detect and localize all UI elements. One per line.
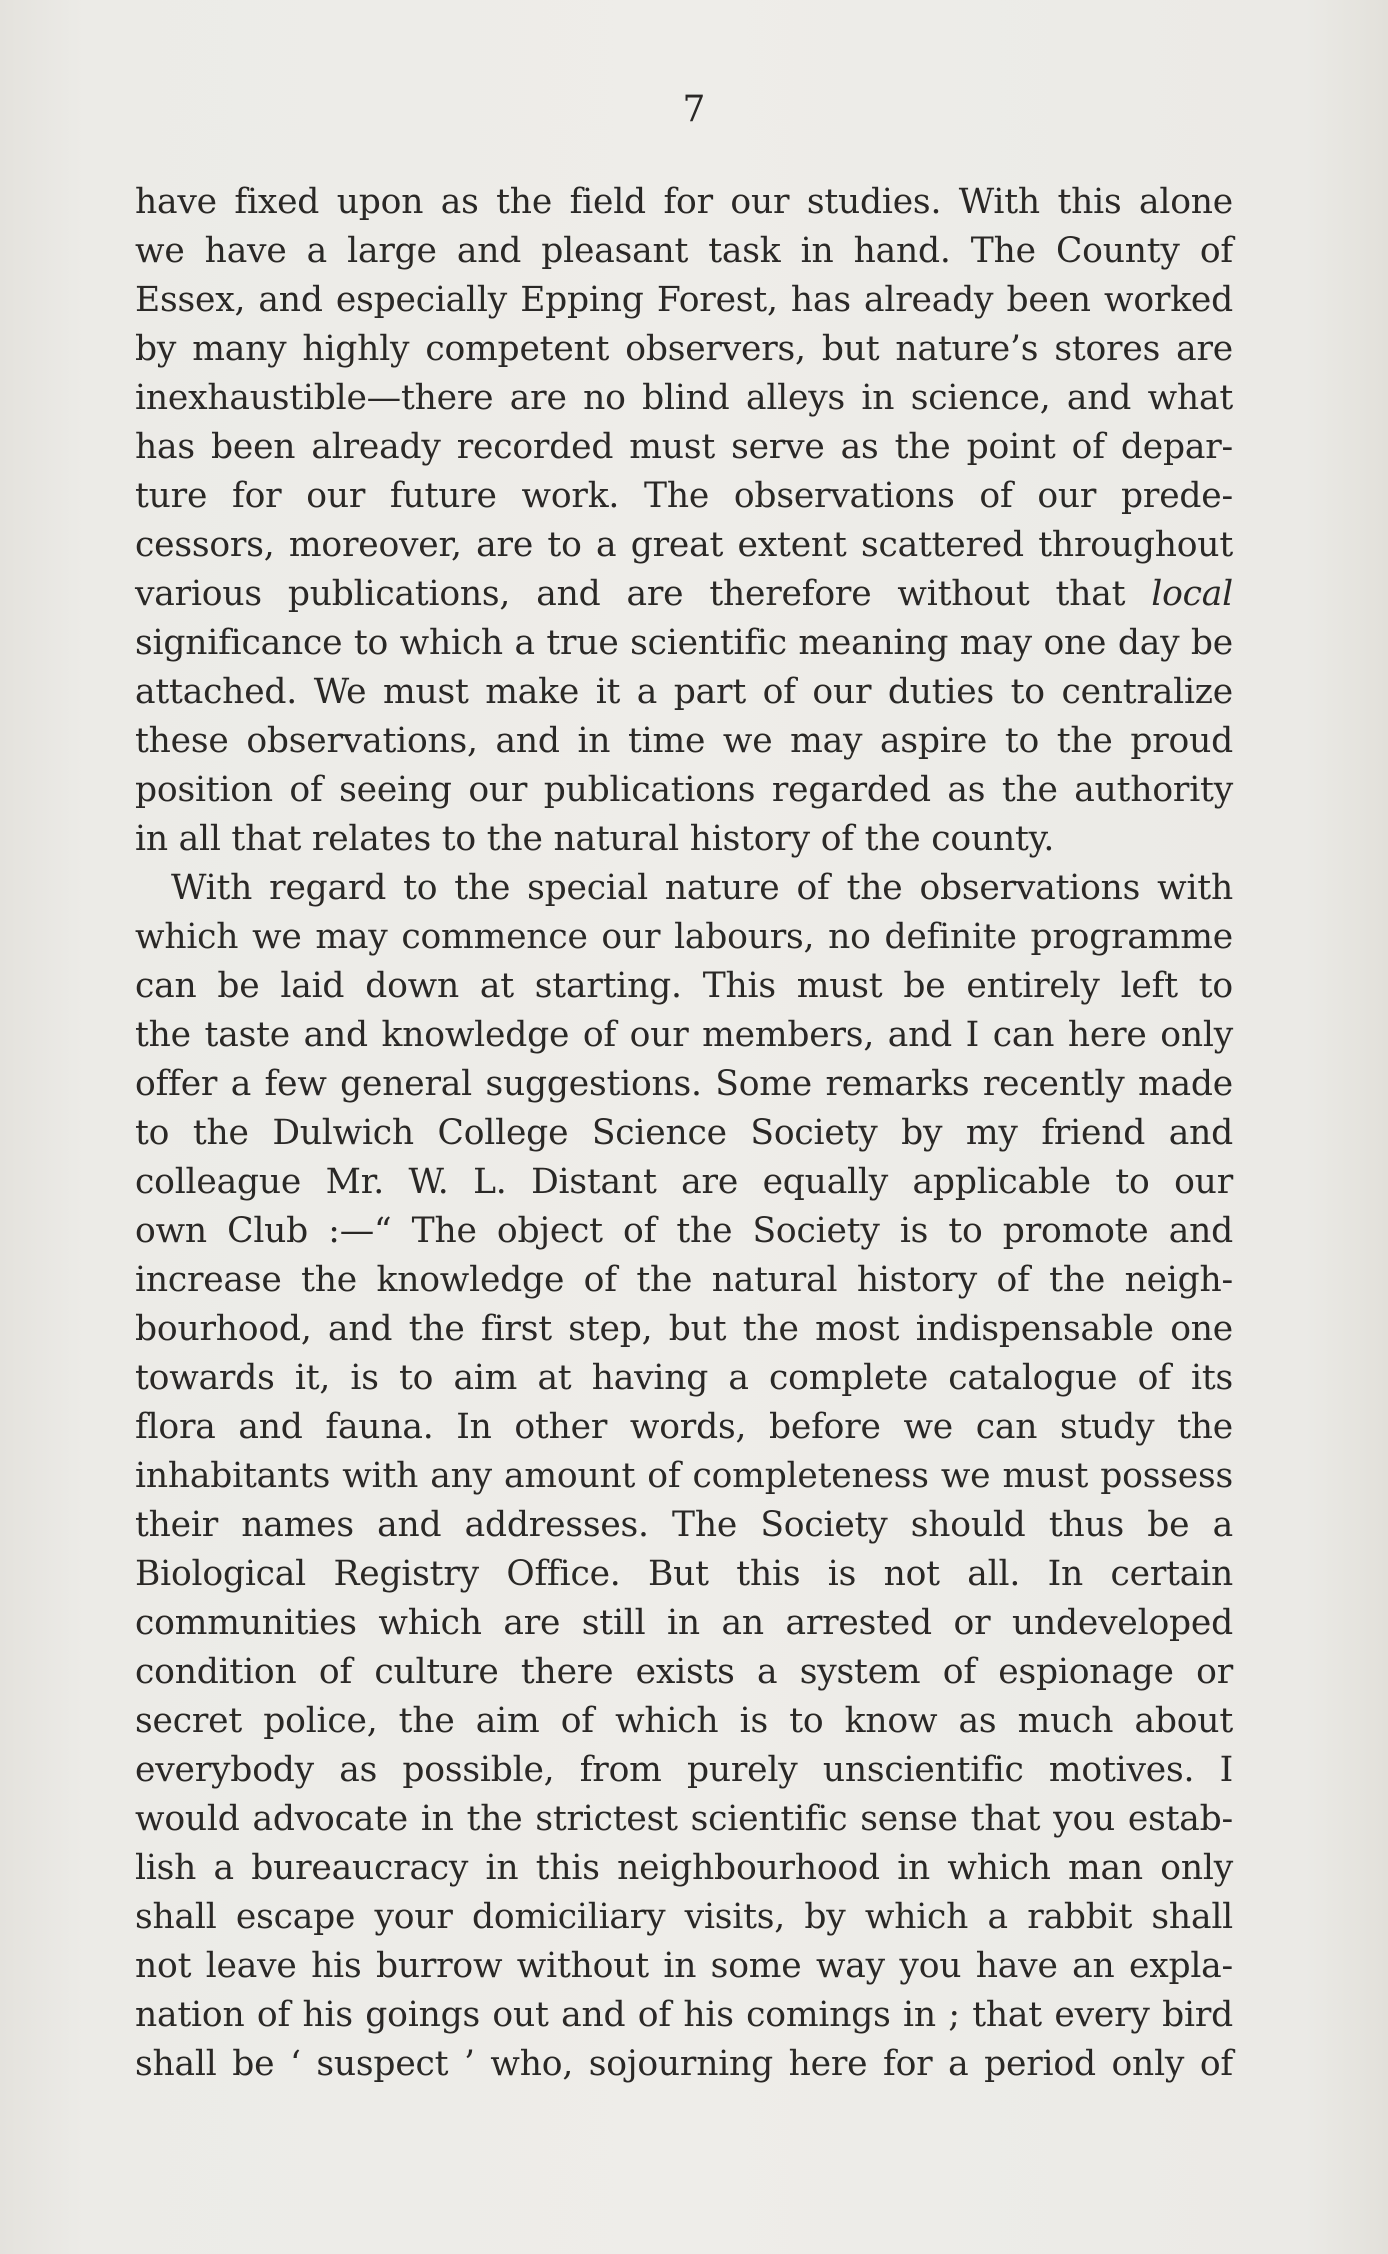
text-line-content: cessors, moreover, are to a great extent scattered throughout: [135, 525, 1233, 565]
italic-word: local: [1151, 574, 1233, 614]
text-line-content: position of seeing our publications regarded as the authority: [135, 770, 1233, 810]
text-line-content: nation of his goings out and of his comings in ; that every bird: [135, 1995, 1233, 2035]
text-line: [135, 178, 1233, 227]
text-line-content: shall escape your domiciliary visits, by which a rabbit shall: [135, 1897, 1233, 1937]
text-line: [135, 521, 1233, 570]
text-line-content: increase the knowledge of the natural history of the neigh-: [135, 1260, 1233, 1300]
text-line-content: offer a few general suggestions. Some remarks recently made: [135, 1064, 1233, 1104]
paragraph: [135, 178, 1233, 864]
text-line-content: has been already recorded must serve as the point of depar-: [135, 427, 1233, 467]
text-line-content: towards it, is to aim at having a complete catalogue of its: [135, 1358, 1233, 1398]
text-line: [135, 1452, 1233, 1501]
text-line: [135, 1354, 1233, 1403]
text-line-content: various publications, and are therefore without that: [135, 574, 1152, 614]
text-line: [135, 1109, 1233, 1158]
text-line-content: the taste and knowledge of our members, and I can here only: [135, 1015, 1233, 1055]
paragraph: [135, 864, 1233, 2089]
text-line-content: Biological Registry Office. But this is not all. In certain: [135, 1554, 1233, 1594]
text-line: [135, 1746, 1233, 1795]
text-line-content: lish a bureaucracy in this neighbourhood in which man only: [135, 1848, 1233, 1888]
text-line-content: not leave his burrow without in some way you have an expla-: [135, 1946, 1233, 1986]
text-line: [135, 717, 1233, 766]
text-line-content: we have a large and pleasant task in hand. The County of: [135, 231, 1233, 271]
text-line-content: in all that relates to the natural history of the county.: [135, 819, 1055, 859]
text-line-content: colleague Mr. W. L. Distant are equally applicable to our: [135, 1162, 1233, 1202]
text-line: [135, 962, 1233, 1011]
text-line-content: condition of culture there exists a system of espionage or: [135, 1652, 1233, 1692]
text-line: [135, 1893, 1233, 1942]
text-line-content: would advocate in the strictest scientific sense that you estab-: [135, 1799, 1233, 1839]
text-line: [135, 815, 1233, 864]
text-line-content: secret police, the aim of which is to know as much about: [135, 1701, 1233, 1741]
text-line: [135, 1501, 1233, 1550]
text-line-content: communities which are still in an arrested or undeveloped: [135, 1603, 1233, 1643]
text-line: [135, 1060, 1233, 1109]
text-line-content: attached. We must make it a part of our duties to centralize: [135, 672, 1233, 712]
text-line-content: Essex, and especially Epping Forest, has already been worked: [135, 280, 1233, 320]
page-number: 7: [682, 89, 706, 130]
text-line: [135, 1305, 1233, 1354]
text-line-content: bourhood, and the first step, but the most indispensable one: [135, 1309, 1233, 1349]
text-line: [135, 1011, 1233, 1060]
text-line-content: to the Dulwich College Science Society by my friend and: [135, 1113, 1233, 1153]
text-line: [135, 864, 1233, 913]
text-line: [135, 2040, 1233, 2089]
text-line: [135, 227, 1233, 276]
text-line-content: shall be ‘ suspect ’ who, sojourning here for a period only of: [135, 2044, 1233, 2084]
text-line-content: their names and addresses. The Society should thus be a: [135, 1505, 1233, 1545]
text-line-content: by many highly competent observers, but nature’s stores are: [135, 329, 1233, 369]
text-line: [135, 1158, 1233, 1207]
text-line-content: inexhaustible—there are no blind alleys in science, and what: [135, 378, 1233, 418]
text-line-content: inhabitants with any amount of completeness we must possess: [135, 1456, 1233, 1496]
text-line: [135, 1942, 1233, 1991]
text-line: [135, 1256, 1233, 1305]
text-line: [135, 570, 1233, 619]
text-line: [135, 1844, 1233, 1893]
text-line-content: flora and fauna. In other words, before we can study the: [135, 1407, 1233, 1447]
text-line-content: With regard to the special nature of the observations with: [171, 868, 1233, 908]
text-line: [135, 1697, 1233, 1746]
text-line: [135, 374, 1233, 423]
text-line-content: which we may commence our labours, no definite programme: [135, 917, 1233, 957]
text-line: [135, 668, 1233, 717]
text-line-content: have fixed upon as the field for our studies. With this alone: [135, 182, 1233, 222]
text-line-content: significance to which a true scientific meaning may one day be: [135, 623, 1233, 663]
text-line: [135, 276, 1233, 325]
text-line: [135, 766, 1233, 815]
text-line-content: ture for our future work. The observations of our prede-: [135, 476, 1233, 516]
body-text: [135, 178, 1233, 2089]
text-line-content: can be laid down at starting. This must be entirely left to: [135, 966, 1233, 1006]
text-line: [135, 1550, 1233, 1599]
text-line: [135, 1795, 1233, 1844]
text-line: [135, 472, 1233, 521]
text-line: [135, 1599, 1233, 1648]
text-line: [135, 1648, 1233, 1697]
text-line: [135, 619, 1233, 668]
text-line-content: these observations, and in time we may aspire to the proud: [135, 721, 1233, 761]
text-line: [135, 423, 1233, 472]
text-line: [135, 913, 1233, 962]
text-line-content: own Club :—“ The object of the Society is to promote and: [135, 1211, 1233, 1251]
text-line: [135, 325, 1233, 374]
text-line: [135, 1207, 1233, 1256]
text-line: [135, 1403, 1233, 1452]
text-line-content: everybody as possible, from purely unscientific motives. I: [135, 1750, 1233, 1790]
text-line: [135, 1991, 1233, 2040]
